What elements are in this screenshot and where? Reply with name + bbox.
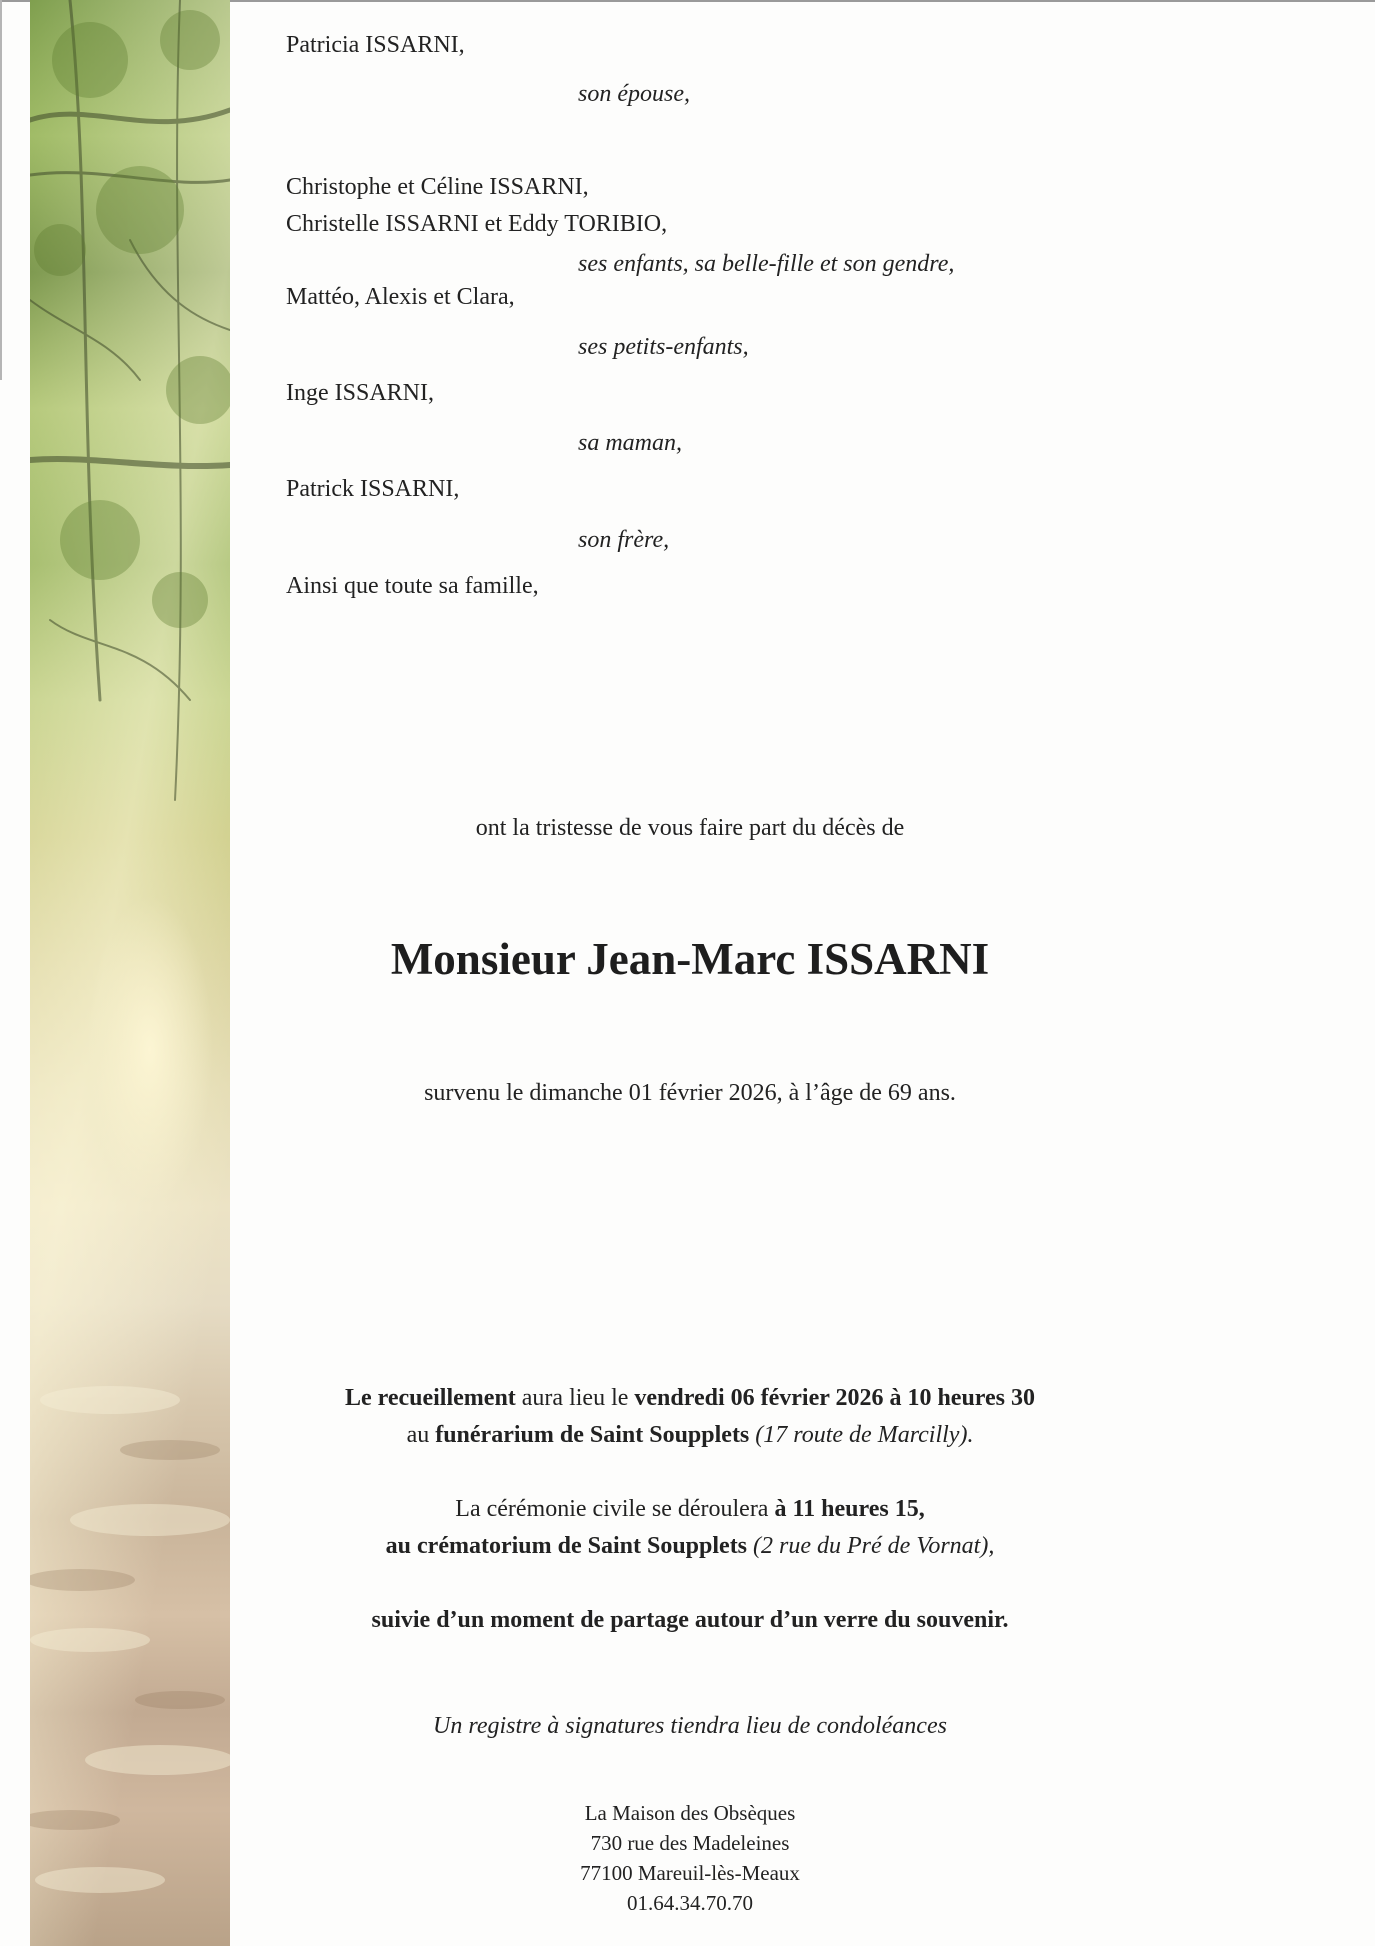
partage-text: suivie d’un moment de partage autour d’un verre du souvenir. — [371, 1607, 1009, 1633]
family-name-brother: Patrick ISSARNI, — [286, 476, 460, 502]
recueillement-line-1 — [230, 1383, 1150, 1413]
funeral-home-phone: 01.64.34.70.70 — [627, 1891, 753, 1915]
deceased-name: Monsieur Jean-Marc ISSARNI — [390, 934, 990, 984]
ceremonie-address: (2 rue du Pré de Vornat), — [747, 1533, 995, 1559]
funeral-home-street: 730 rue des Madeleines — [590, 1831, 790, 1855]
ceremonie-line-2 — [230, 1531, 1150, 1561]
relation-spouse: son épouse, — [578, 81, 690, 107]
recueillement-connector: aura lieu le — [515, 1385, 635, 1411]
ceremonie-intro: La cérémonie civile se déroulera — [455, 1496, 775, 1522]
family-name-child-1: Christophe et Céline ISSARNI, — [286, 174, 589, 200]
recueillement-datetime: vendredi 06 février 2026 à 10 heures 30 — [634, 1385, 1036, 1411]
relation-children: ses enfants, sa belle-fille et son gendre, — [578, 251, 955, 277]
recueillement-prefix: au — [406, 1422, 436, 1448]
family-name-spouse: Patricia ISSARNI, — [286, 32, 465, 58]
recueillement-address: (17 route de Marcilly). — [749, 1422, 974, 1448]
forest-photo-strip — [30, 0, 230, 1946]
family-closing: Ainsi que toute sa famille, — [286, 573, 539, 599]
ceremonie-time: à 11 heures 15, — [774, 1496, 925, 1522]
death-info: survenu le dimanche 01 février 2026, à l’âge de 69 ans. — [424, 1080, 956, 1106]
recueillement-line-2 — [230, 1420, 1150, 1450]
relation-mother: sa maman, — [578, 430, 683, 456]
family-name-grandchildren: Mattéo, Alexis et Clara, — [286, 284, 515, 310]
announcement-text: ont la tristesse de vous faire part du décès de — [475, 815, 905, 841]
registre-text: Un registre à signatures tiendra lieu de condoléances — [433, 1713, 947, 1739]
ceremonie-line-1 — [230, 1494, 1150, 1524]
relation-brother: son frère, — [578, 527, 670, 553]
forest-branches-illustration — [30, 0, 230, 1946]
ceremonie-place: au crématorium de Saint Soupplets — [385, 1533, 748, 1559]
funeral-home-city: 77100 Mareuil-lès-Meaux — [580, 1861, 800, 1885]
funeral-home-name: La Maison des Obsèques — [584, 1801, 796, 1825]
recueillement-label: Le recueillement — [344, 1385, 516, 1411]
page-left-border — [0, 0, 2, 380]
recueillement-place: funérarium de Saint Soupplets — [435, 1422, 750, 1448]
relation-grandchildren: ses petits-enfants, — [578, 334, 749, 360]
family-name-mother: Inge ISSARNI, — [286, 380, 434, 406]
family-name-child-2: Christelle ISSARNI et Eddy TORIBIO, — [286, 211, 668, 237]
